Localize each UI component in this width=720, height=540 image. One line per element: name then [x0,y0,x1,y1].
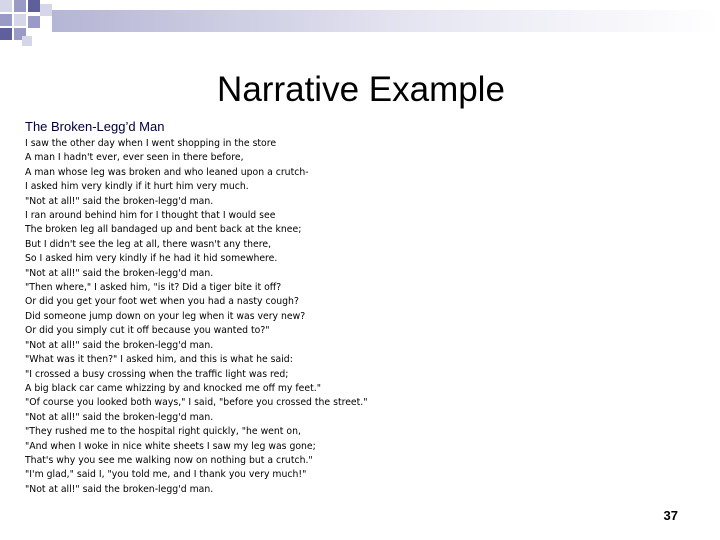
deco-square [0,0,12,12]
poem [25,118,685,497]
poem-line: "Not at all!" said the broken-legg'd man. [25,195,214,207]
decorative-header [0,0,720,48]
deco-square [40,4,52,16]
poem-line: "I'm glad," said I, "you told me, and I thank you very much!" [25,469,307,481]
header-gradient-band [52,10,720,32]
poem-line: Or did you simply cut it off because you wanted to?" [25,325,270,337]
deco-square [0,28,12,40]
poem-line: I saw the other day when I went shopping in the store [25,138,277,149]
poem-line: Did someone jump down on your leg when it was very new? [25,310,306,322]
poem-line: "Not at all!" said the broken-legg'd man. [25,267,214,279]
poem-line: "Not at all!" said the broken-legg'd man. [25,411,214,423]
deco-square [14,0,26,12]
poem-line: "Not at all!" said the broken-legg'd man. [25,339,214,351]
poem-title: The Broken-Legg’d Man [25,119,165,134]
poem-lines [25,137,685,497]
page-number: 37 [663,508,678,523]
poem-line: I asked him very kindly if it hurt him very much. [25,181,249,193]
slide-title: Narrative Example [217,70,505,109]
poem-line: "Then where," I asked him, "is it? Did a tiger bite it off? [25,282,282,294]
poem-line: So I asked him very kindly if he had it hid somewhere. [25,253,278,265]
deco-square [22,36,32,46]
poem-line: The broken leg all bandaged up and bent back at the knee; [25,224,302,236]
poem-line: I ran around behind him for I thought that I would see [25,210,276,222]
deco-square [28,0,40,12]
deco-square [28,16,40,28]
poem-line: A man I hadn't ever, ever seen in there before, [25,152,244,164]
deco-square [0,14,12,26]
poem-line: "They rushed me to the hospital right quickly, "he went on, [25,426,301,438]
poem-line: Or did you get your foot wet when you had a nasty cough? [25,296,299,308]
poem-line: "I crossed a busy crossing when the traffic light was red; [25,368,289,380]
poem-line: A man whose leg was broken and who leaned upon a crutch- [25,166,309,178]
deco-square [14,14,26,26]
poem-line: "Not at all!" said the broken-legg'd man. [25,483,214,495]
poem-line: "What was it then?" I asked him, and this is what he said: [25,354,293,366]
poem-line: But I didn't see the leg at all, there wasn't any there, [25,238,272,250]
poem-line: A big black car came whizzing by and knocked me off my feet." [25,382,321,394]
poem-line: That's why you see me walking now on nothing but a crutch." [25,454,313,466]
poem-line: "And when I woke in nice white sheets I saw my leg was gone; [25,440,316,452]
poem-line: "Of course you looked both ways," I said, "before you crossed the street." [25,397,368,409]
